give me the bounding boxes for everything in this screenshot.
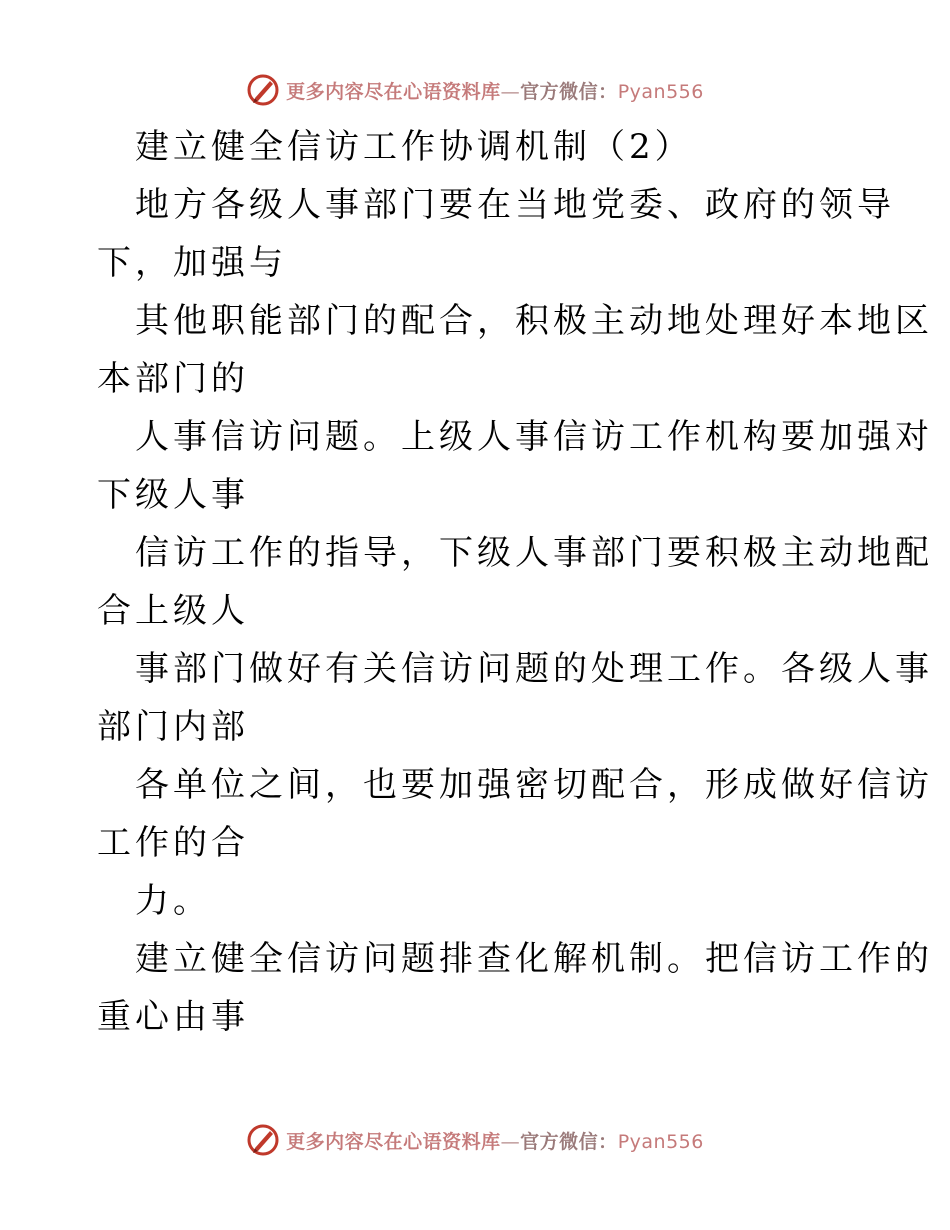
document-line: 下，加强与 <box>97 243 287 283</box>
document-heading-line: 建立健全信访工作协调机制（2） <box>135 127 693 167</box>
banner-account: Pyan556 <box>617 1130 704 1153</box>
banner-slogan: 更多内容尽在心语资料库 <box>286 1130 501 1153</box>
document-line: 事部门做好有关信访问题的处理工作。各级人事 <box>135 649 933 689</box>
document-line: 地方各级人事部门要在当地党委、政府的领导 <box>135 185 895 225</box>
document-line: 本部门的 <box>97 359 249 399</box>
document-line: 力。 <box>135 881 211 921</box>
banner-wechat-label: 官方微信： <box>520 80 618 103</box>
banner-text <box>286 77 704 104</box>
document-line: 重心由事 <box>97 997 249 1037</box>
banner-separator: — <box>500 1130 521 1153</box>
banner-account: Pyan556 <box>617 80 704 103</box>
document-line: 其他职能部门的配合，积极主动地处理好本地区 <box>135 301 933 341</box>
banner-text <box>286 1127 704 1154</box>
document-body <box>97 118 933 1046</box>
banner-separator: — <box>500 80 521 103</box>
banner-wechat-label: 官方微信： <box>520 1130 618 1153</box>
banner-slogan: 更多内容尽在心语资料库 <box>286 80 501 103</box>
document-line: 合上级人 <box>97 591 249 631</box>
document-line: 各单位之间，也要加强密切配合，形成做好信访 <box>135 765 933 805</box>
document-line: 工作的合 <box>97 823 249 863</box>
document-line: 人事信访问题。上级人事信访工作机构要加强对 <box>135 417 933 457</box>
header-banner <box>0 70 950 110</box>
document-line: 建立健全信访问题排查化解机制。把信访工作的 <box>135 939 933 979</box>
document-line: 信访工作的指导，下级人事部门要积极主动地配 <box>135 533 933 573</box>
document-line: 部门内部 <box>97 707 249 747</box>
pen-logo-icon <box>246 1123 280 1157</box>
document-line: 下级人事 <box>97 475 249 515</box>
pen-logo-icon <box>246 73 280 107</box>
footer-banner <box>0 1120 950 1160</box>
